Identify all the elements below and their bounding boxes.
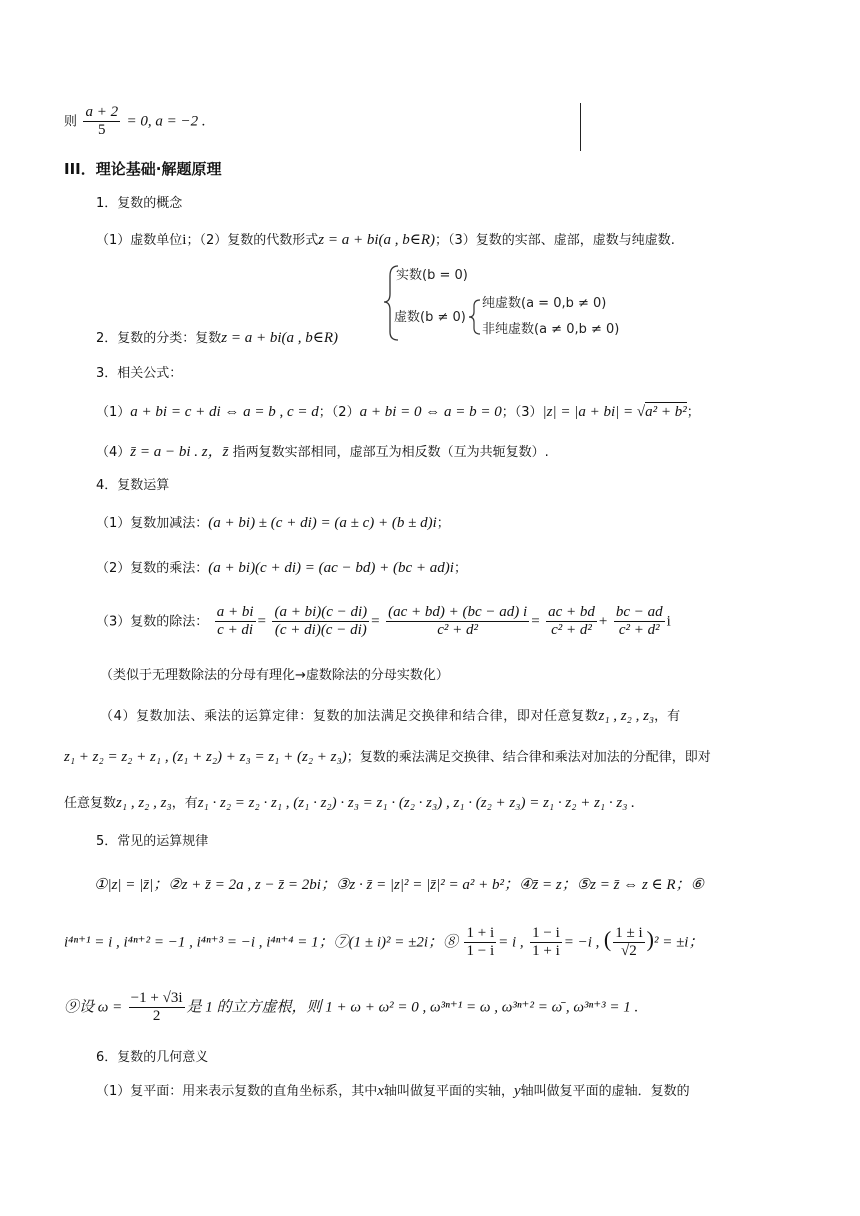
vertical-rule	[580, 103, 581, 151]
item4-title: 4．复数运算	[96, 478, 170, 493]
div-note: （类似于无理数除法的分母有理化→虚数除法的分母实数化）	[100, 668, 449, 683]
rules-line1: ①|z| = |z̄|；②z + z̄ = 2a , z − z̄ = 2bi；③z · z̄ = |z|² = |z̄|² = a² + b²；④z̄̄ = z；⑤z = z̄ ⇔ z ∈ R；⑥	[94, 877, 704, 893]
item3-title: 3．相关公式：	[96, 366, 183, 381]
laws-line2: z₁ + z₂ = z₂ + z₁ , (z₁ + z₂) + z₃ = z₁ + (z₂ + z₃)；复数的乘法满足交换律、结合律和乘法对加法的分配律，即对	[64, 749, 711, 765]
class-real: 实数(b = 0)	[396, 268, 468, 283]
item3-line1: （1）a + bi = c + di ⇔ a = b , c = d；（2）a + bi = 0 ⇔ a = b = 0；（3）|z| = |a + bi| = √a² + b²；	[96, 404, 700, 420]
section-heading: III．理论基础·解题原理	[64, 160, 222, 178]
item2-line: 2．复数的分类：复数z = a + bi(a , b∈R)	[96, 330, 339, 346]
top-prefix: 则	[64, 114, 78, 130]
item6-line1: （1）复平面：用来表示复数的直角坐标系，其中x轴叫做复平面的实轴，y轴叫做复平面的虚轴．复数的	[96, 1083, 690, 1099]
algebraic-form: z = a + bi(a , b∈R)	[318, 232, 435, 248]
laws-line1: （4）复数加法、乘法的运算定律：复数的加法满足交换律和结合律，即对任意复数z₁ , z₂ , z₃，有	[100, 708, 681, 724]
item1-line: （1）虚数单位i；（2）复数的代数形式z = a + bi(a , b∈R)；（3）复数的实部、虚部，虚数与纯虚数.	[96, 232, 675, 248]
laws-line3: 任意复数z₁ , z₂ , z₃，有z₁ · z₂ = z₂ · z₁ , (z₁ · z₂) · z₃ = z₁ · (z₂ · z₃) , z₁ · (z₂ + z₃) = z₁ · z₂ + z₁ · z₃ .	[64, 795, 635, 811]
item1-title: 1．复数的概念	[96, 196, 183, 211]
top-rest: = 0, a = −2 .	[126, 113, 206, 130]
add-sub-rule: （1）复数加减法：(a + bi) ± (c + di) = (a ± c) + (b ± d)i；	[96, 515, 450, 531]
top-fraction: $\frac{a + 2}{5}$	[85, 104, 119, 138]
rules-line2: i⁴ⁿ⁺¹ = i , i⁴ⁿ⁺² = −1 , i⁴ⁿ⁺³ = −i , i⁴ⁿ⁺⁴ = 1；⑦(1 ± i)² = ±2i；⑧ $\frac{1 + i}{1 - i}$ = i , $\frac{1 - i}{1 + i}$ = −i , ( $\frac{1 \pm i}{√2}$ )² = ±i；	[64, 925, 704, 959]
classification-diagram	[380, 262, 650, 342]
class-pure: 纯虚数(a = 0,b ≠ 0)	[482, 296, 607, 311]
div-rule: （3）复数的除法： $\frac{a + bi}{c + di}$ = $\frac{(a + bi)(c - di)}{(c + di)(c - di)}$ = $\frac{(ac + bd) + (bc - ad) i}{\text{c² + d²}}$ = $\frac{ac + bd}{\text{c² + d²}}$ + $\frac{bc - ad}{\text{c² + d²}}$ i	[96, 604, 671, 638]
item3-line2: （4）z̄ = a − bi . z，z̄ 指两复数实部相同，虚部互为相反数（互为共轭复数）.	[96, 444, 549, 460]
class-nonpure: 非纯虚数(a ≠ 0,b ≠ 0)	[482, 322, 620, 337]
class-imag: 虚数(b ≠ 0)	[394, 310, 466, 325]
rules-line3: ⑨设 ω = $\frac{-1 + √3i}{2}$ 是 1 的立方虚根，则 1 + ω + ω² = 0 , ω³ⁿ⁺¹ = ω , ω³ⁿ⁺² = ω̄ , ω³ⁿ⁺³ = 1 .	[64, 990, 639, 1024]
item5-title: 5．常见的运算规律	[96, 834, 209, 849]
mul-rule: （2）复数的乘法：(a + bi)(c + di) = (ac − bd) + (bc + ad)i；	[96, 560, 467, 576]
item6-title: 6．复数的几何意义	[96, 1050, 209, 1065]
modulus-sqrt: a² + b²	[645, 404, 687, 420]
top-line	[64, 104, 206, 139]
